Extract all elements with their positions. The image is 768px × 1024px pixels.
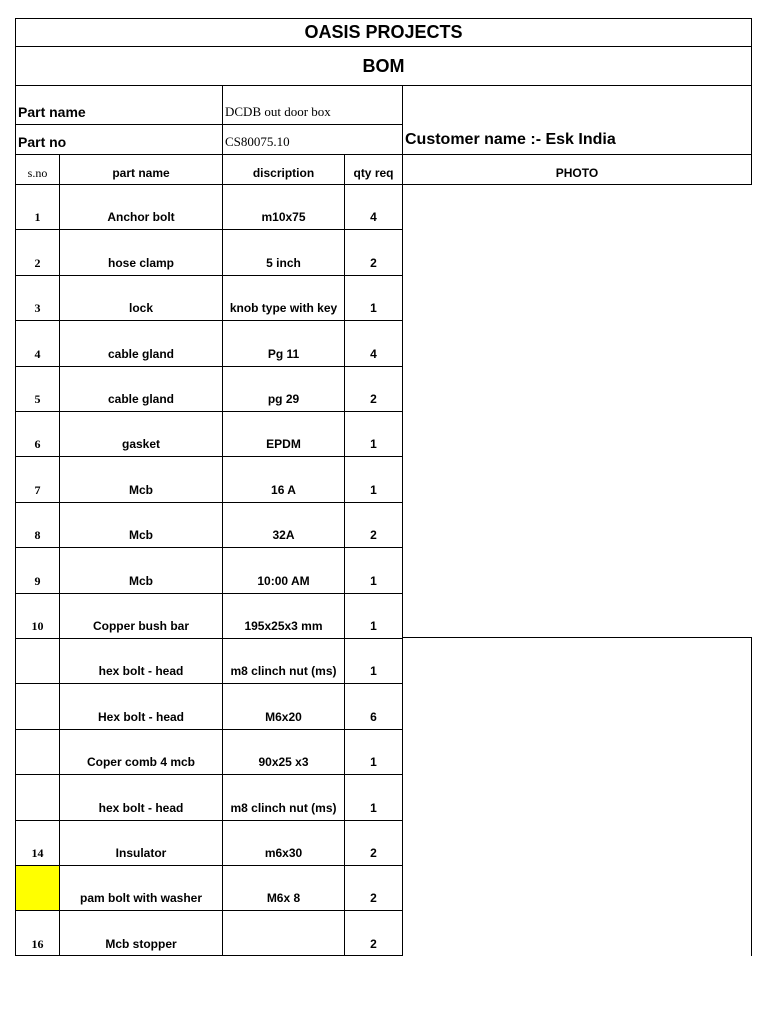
cell-description: 32A	[272, 528, 295, 542]
cell-qty: 1	[370, 437, 377, 451]
rule-right-bottom	[751, 637, 752, 956]
part-name-label: Part name	[18, 104, 86, 120]
cell-qty: 1	[370, 664, 377, 678]
bom-title: BOM	[362, 55, 405, 76]
rule-col-photo	[402, 85, 403, 956]
cell-part-name: Copper bush bar	[92, 619, 189, 633]
cell-sno: 7	[34, 483, 41, 497]
cell-sno: 16	[31, 937, 44, 951]
rule-col-info	[222, 85, 223, 155]
cell-qty: 2	[370, 392, 377, 406]
cell-qty: 4	[370, 210, 377, 224]
cell-description: m6x30	[264, 846, 303, 860]
cell-sno	[16, 683, 59, 729]
cell-part-name: Anchor bolt	[107, 210, 175, 224]
cell-part-name: hex bolt - head	[98, 801, 184, 815]
part-name-value: DCDB out door box	[225, 104, 331, 119]
cell-qty: 1	[370, 619, 377, 633]
col-header-sno: s.no	[27, 165, 48, 180]
cell-qty: 2	[370, 846, 377, 860]
rule-partno	[15, 154, 752, 155]
cell-qty: 2	[370, 256, 377, 270]
rule-bom	[15, 85, 752, 86]
col-header-part-name: part name	[112, 166, 170, 180]
cell-description: knob type with key	[229, 301, 338, 315]
cell-sno: 6	[34, 437, 41, 451]
cell-sno	[16, 774, 59, 820]
part-no-label: Part no	[18, 134, 67, 150]
cell-qty: 6	[370, 710, 377, 724]
cell-description: 195x25x3 mm	[244, 619, 323, 633]
cell-sno	[16, 638, 59, 683]
cell-description: m8 clinch nut (ms)	[230, 801, 337, 815]
cell-sno: 3	[34, 301, 41, 315]
col-header-description: discription	[252, 166, 315, 180]
cell-part-name: Coper comb 4 mcb	[86, 755, 196, 769]
cell-description: m10x75	[261, 210, 306, 224]
cell-description	[223, 910, 344, 956]
cell-description: 10:00 AM	[257, 574, 310, 588]
cell-sno: 2	[34, 256, 41, 270]
cell-sno: 5	[34, 392, 41, 406]
cell-part-name: Mcb	[129, 483, 153, 497]
cell-part-name: Insulator	[115, 846, 167, 860]
cell-part-name: Mcb stopper	[105, 937, 177, 951]
cell-part-name: gasket	[121, 437, 161, 451]
cell-sno: 14	[31, 846, 44, 860]
cell-part-name: Hex bolt - head	[97, 710, 184, 724]
cell-description: EPDM	[266, 437, 301, 451]
cell-sno: 10	[31, 619, 44, 633]
cell-part-name: hose clamp	[107, 256, 175, 270]
cell-sno: 9	[34, 574, 41, 588]
cell-sno: 4	[34, 347, 41, 361]
cell-description: 5 inch	[266, 256, 301, 270]
cell-description: pg 29	[267, 392, 300, 406]
cell-part-name: Mcb	[129, 528, 153, 542]
cell-qty: 1	[370, 301, 377, 315]
cell-qty: 2	[370, 891, 377, 905]
cell-qty: 4	[370, 347, 377, 361]
cell-qty: 1	[370, 483, 377, 497]
cell-description: 90x25 x3	[258, 755, 309, 769]
col-header-photo: PHOTO	[555, 166, 599, 180]
company-title: OASIS PROJECTS	[304, 22, 463, 42]
cell-qty: 1	[370, 801, 377, 815]
cell-sno	[16, 865, 59, 910]
col-header-qty: qty req	[353, 166, 394, 180]
cell-part-name: hex bolt - head	[98, 664, 184, 678]
cell-description: Pg 11	[267, 347, 300, 361]
cell-part-name: lock	[128, 301, 153, 315]
cell-sno	[16, 729, 59, 774]
rule-photo-split	[402, 637, 752, 638]
cell-sno: 1	[34, 210, 41, 224]
customer-name: Customer name :- Esk India	[405, 131, 616, 148]
rule-bottom	[15, 955, 403, 956]
cell-qty: 1	[370, 574, 377, 588]
cell-part-name: cable gland	[107, 392, 175, 406]
rule-partname	[15, 124, 402, 125]
cell-qty: 1	[370, 755, 377, 769]
cell-description: M6x 8	[266, 891, 301, 905]
cell-qty: 2	[370, 528, 377, 542]
cell-part-name: Mcb	[129, 574, 153, 588]
part-no-value: CS80075.10	[225, 134, 290, 149]
cell-description: 16 A	[271, 483, 296, 497]
cell-part-name: pam bolt with washer	[79, 891, 202, 905]
cell-description: M6x20	[265, 710, 302, 724]
cell-description: m8 clinch nut (ms)	[230, 664, 337, 678]
cell-sno: 8	[34, 528, 41, 542]
cell-qty: 2	[370, 937, 377, 951]
cell-part-name: cable gland	[107, 347, 175, 361]
